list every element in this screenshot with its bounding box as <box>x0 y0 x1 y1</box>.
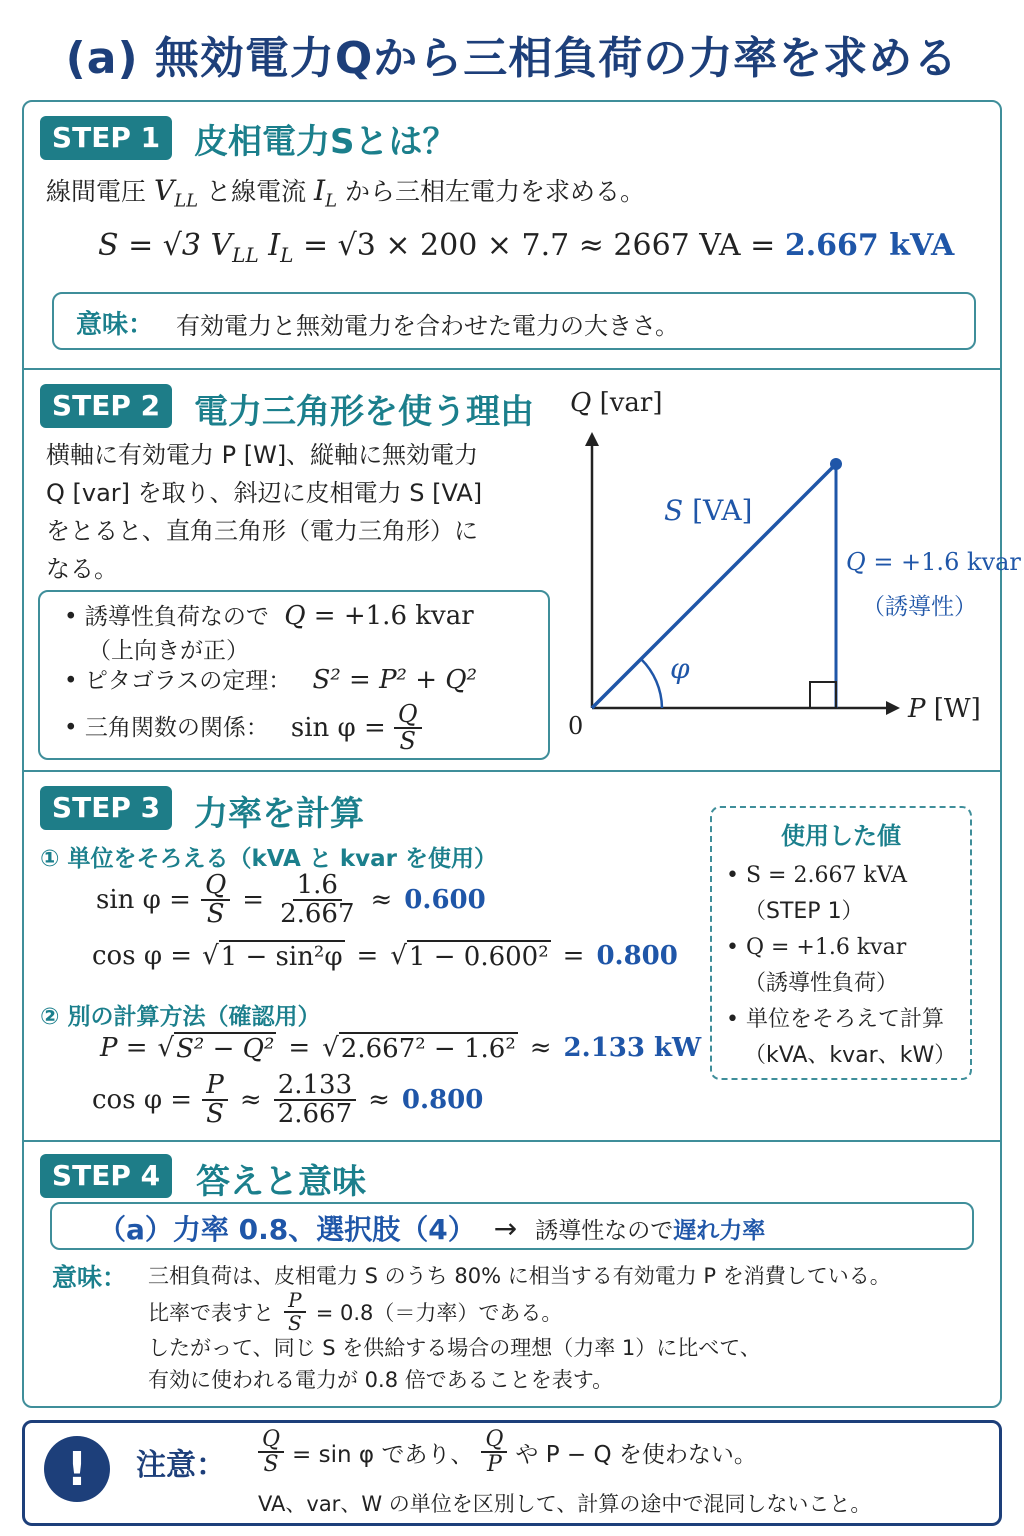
page-title: (a) 無効電力Qから三相負荷の力率を求める <box>65 33 959 84</box>
answer-line: （a）力率 0.8、選択肢（4） → 誘導性なので 遅れ力率 <box>98 1211 766 1246</box>
p-axis-arrow-icon <box>886 701 900 715</box>
divider <box>22 770 1002 772</box>
step2-badge: STEP 2 <box>40 384 172 428</box>
cos-equation: cos φ = √ 1 − sin²φ = √ 1 − 0.600² = 0.800 <box>92 941 678 972</box>
step3-badge: STEP 3 <box>40 786 172 830</box>
q-value-label: Q = +1.6 kvar <box>846 548 1021 576</box>
vertex-dot <box>830 458 842 470</box>
step3-sub1: ① 単位をそろえる（kVA と kvar を使用） <box>40 846 497 872</box>
caution-label: 注意： <box>136 1448 226 1483</box>
step4-title: 答えと意味 <box>196 1162 366 1202</box>
step2-paragraph: 横軸に有効電力 P [W]、縦軸に無効電力 Q [var] を取り、斜辺に皮相電力 S [VA] をとると、直角三角形（電力三角形）に なる。 <box>46 441 483 583</box>
used-item: （STEP 1） <box>744 899 864 924</box>
step1-intro: 線間電圧 $V_{LL}$ と線電流 $I_L$ から三相左電力を求める。 <box>46 174 646 212</box>
used-item: • S = 2.667 kVA <box>726 863 908 888</box>
exclamation-icon: ! <box>44 1436 110 1502</box>
step2-title: 電力三角形を使う理由 <box>194 392 534 432</box>
step4-line2: 比率で表すと $\frac{P}{S}$ = 0.8（＝力率）である。 <box>148 1288 563 1335</box>
step3-title: 力率を計算 <box>194 794 364 834</box>
step2-bullet-3: • 三角関数の関係： sin φ = $\frac{Q}{S}$ <box>64 702 422 754</box>
step1-meaning-text: 有効電力と無効電力を合わせた電力の大きさ。 <box>176 312 680 340</box>
step3-sub2: ② 別の計算方法（確認用） <box>40 1004 321 1030</box>
step1-equation: S = √3 $V_{LL}$ $I_L = √3 \times 200 \times 7.7 \approx 2667$ VA = 2.667 kVA <box>98 228 955 267</box>
caution-line1: $\frac{Q}{S}$ = sin φ であり、 $\frac{Q}{P}$ や P − Q を使わない。 <box>258 1428 757 1476</box>
divider <box>22 368 1002 370</box>
step1-badge: STEP 1 <box>40 116 172 160</box>
step4-line1: 三相負荷は、皮相電力 S のうち 80% に相当する有効電力 P を消費している。 <box>148 1264 891 1288</box>
step4-badge: STEP 4 <box>40 1154 172 1198</box>
hyp-label: S [VA] <box>664 494 753 527</box>
divider <box>22 1140 1002 1142</box>
step4-line3: したがって、同じ S を供給する場合の理想（力率 1）に比べて、 <box>148 1336 761 1360</box>
step1-meaning-label: 意味： <box>76 310 155 340</box>
used-item: • Q = +1.6 kvar <box>726 935 907 960</box>
step1-title: 皮相電力Sとは？ <box>194 122 457 162</box>
used-values-list <box>726 858 956 1074</box>
used-item: • 単位をそろえて計算 <box>726 1007 944 1032</box>
right-angle-icon <box>810 682 836 708</box>
cos2-equation: cos φ = $\frac{P}{S}$ ≈ $\frac{2.133}{2.667}$ ≈ 0.800 <box>92 1070 484 1130</box>
caution-line2: VA、var、W の単位を区別して、計算の途中で混同しないこと。 <box>258 1492 872 1516</box>
step1-result: 2.667 kVA <box>784 228 955 263</box>
step4-meaning-label: 意味： <box>52 1263 128 1292</box>
q-axis-arrow-icon <box>585 432 599 446</box>
step4-line4: 有効に使われる電力が 0.8 倍であることを表す。 <box>148 1368 614 1392</box>
step2-bullet-1: • 誘導性負荷なので Q = +1.6 kvar <box>64 601 474 631</box>
used-values-title: 使用した値 <box>781 822 901 850</box>
used-item: （誘導性負荷） <box>744 971 899 996</box>
used-item: （kVA、kvar、kW） <box>744 1043 957 1068</box>
step2-bullet-1-note: （上向きが正） <box>88 638 249 664</box>
sin-equation: sin φ = $\frac{Q}{S}$ = $\frac{1.6}{2.667}$ ≈ 0.600 <box>96 870 486 930</box>
p-equation: P = √ S² − Q² = √ 2.667² − 1.6² ≈ 2.133 kW <box>100 1033 702 1064</box>
q-value-sub: （誘導性） <box>862 594 977 620</box>
angle-arc <box>641 659 662 708</box>
step2-bullet-2: • ピタゴラスの定理： S² = P² + Q² <box>64 665 478 695</box>
p-axis-label: P [W] <box>908 694 981 724</box>
angle-label: φ <box>670 652 690 685</box>
origin-label: 0 <box>568 712 584 740</box>
q-axis-label: Q [var] <box>570 388 663 418</box>
